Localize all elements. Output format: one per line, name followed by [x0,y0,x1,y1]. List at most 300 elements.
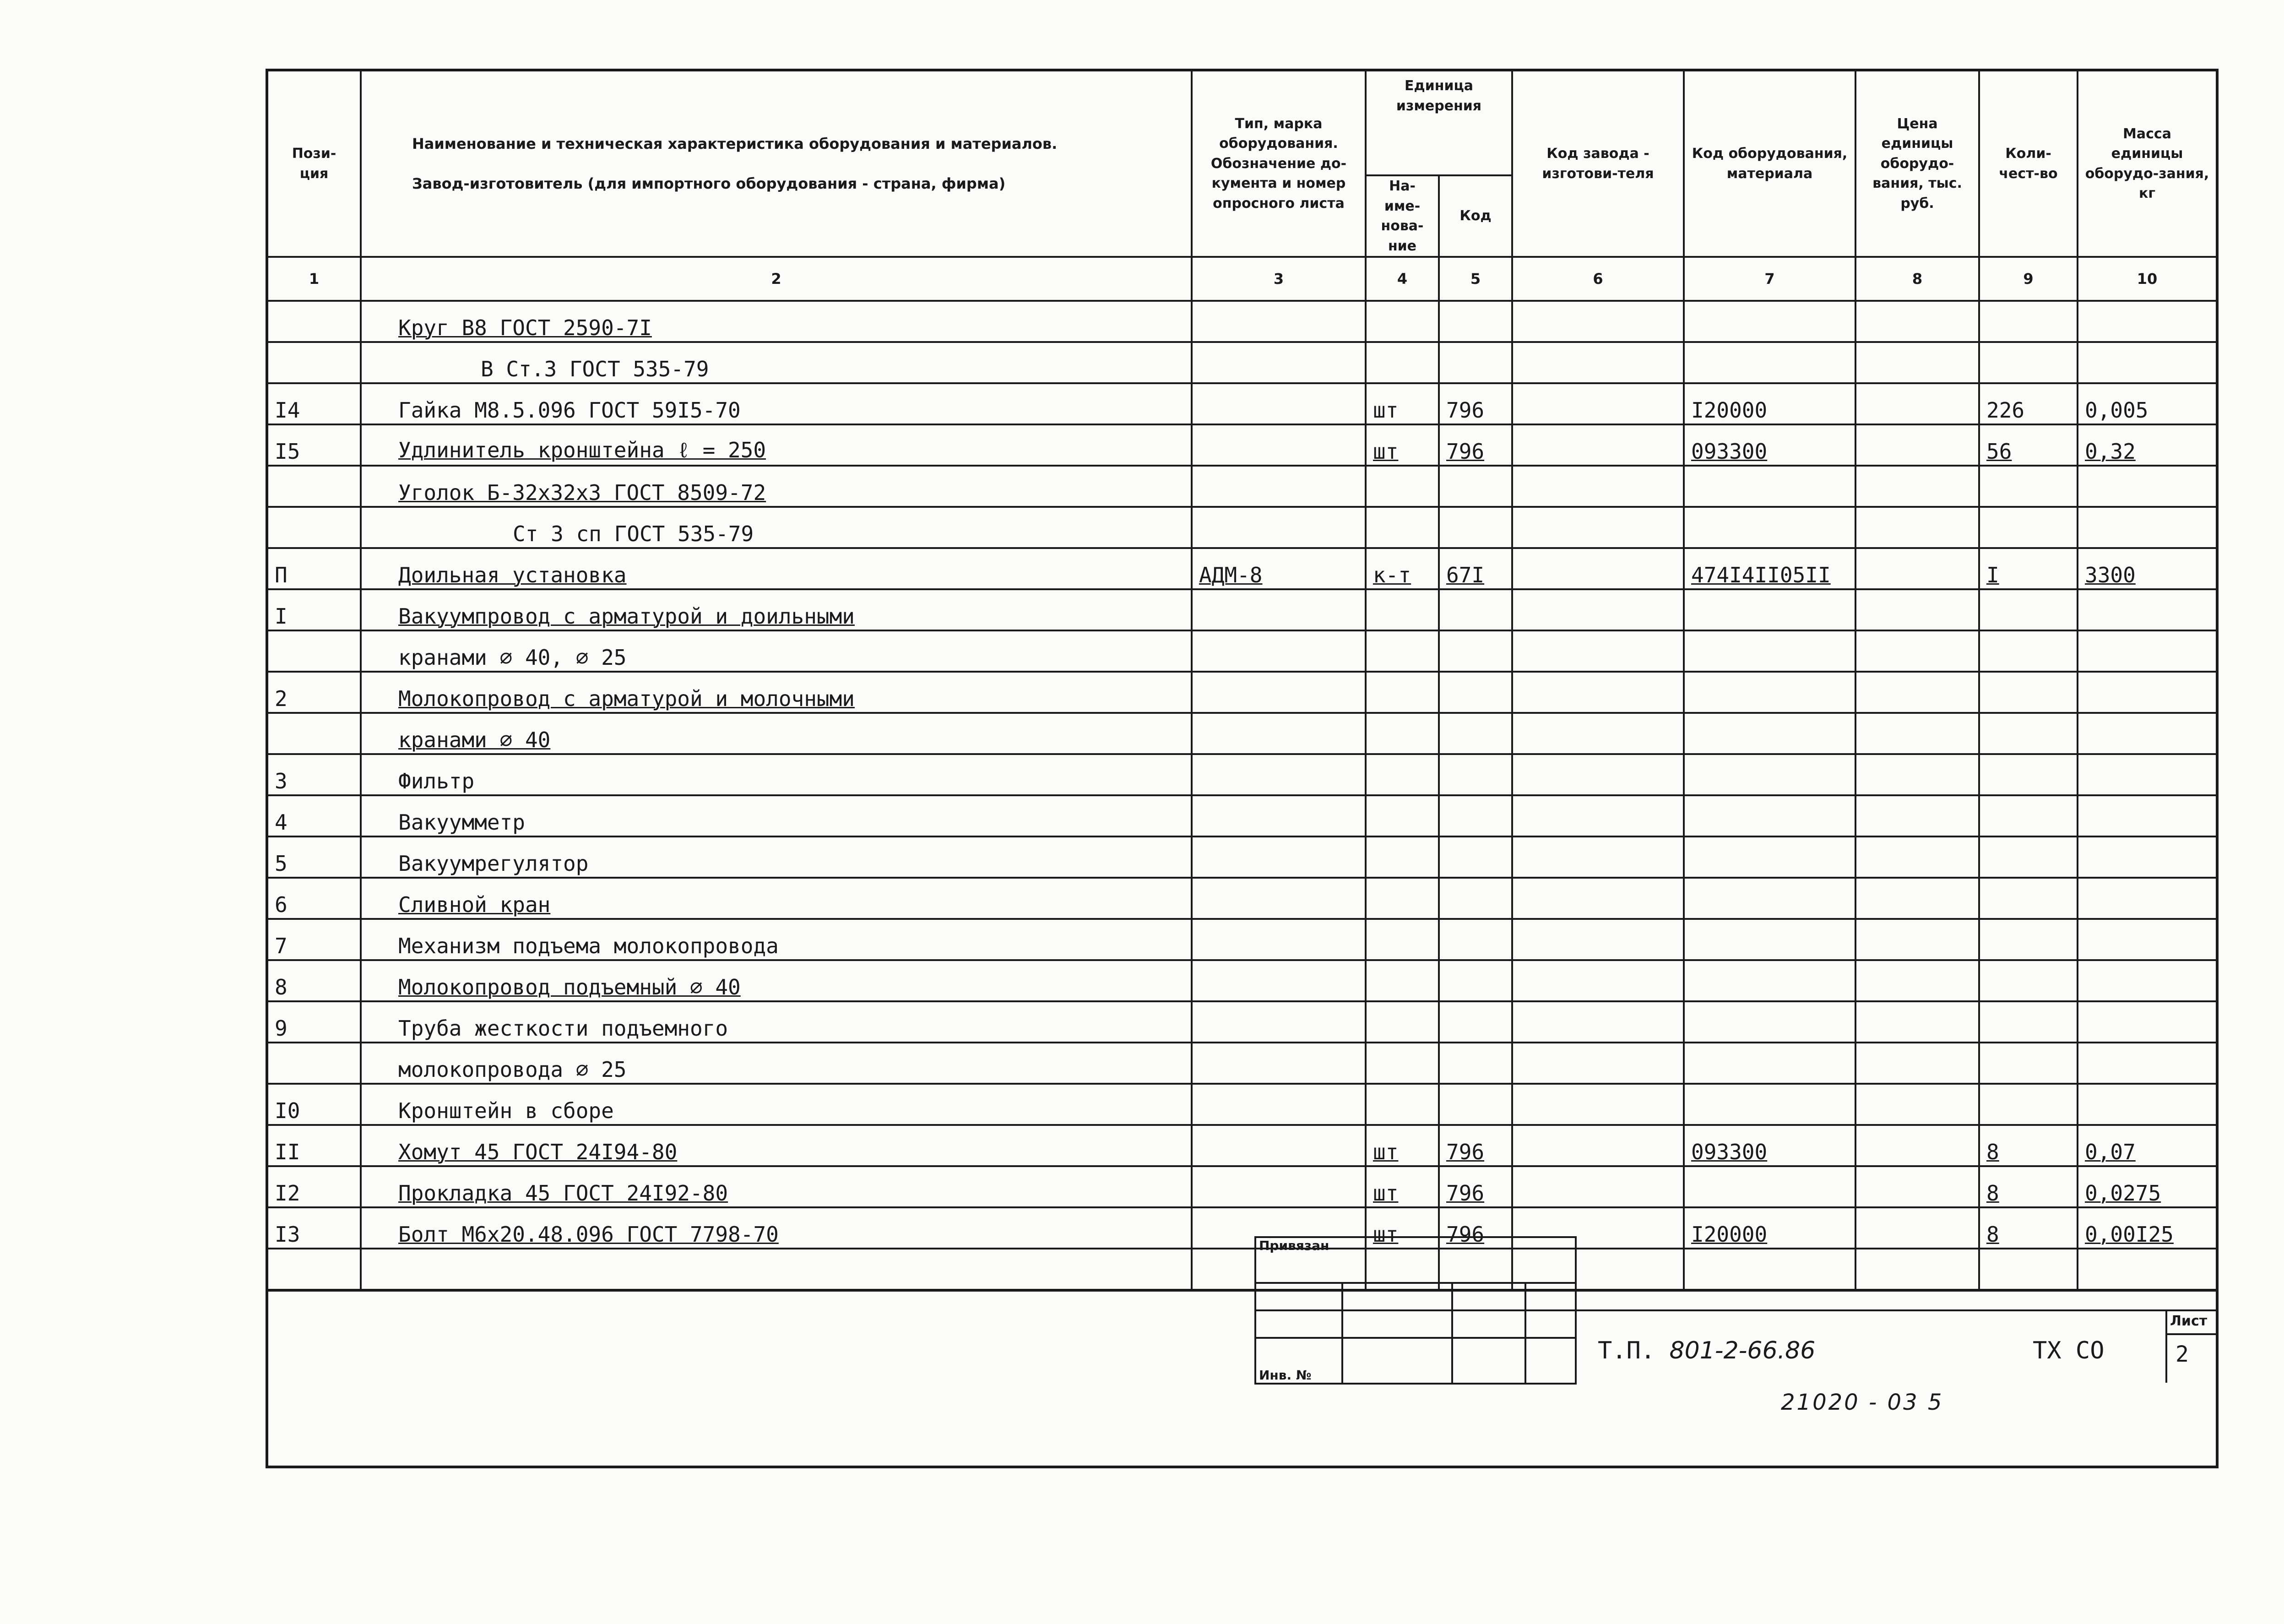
cell-mass [2078,466,2217,507]
cell-plant-code [1512,960,1684,1001]
cell-plant-code [1512,548,1684,589]
cell-plant-code [1512,1125,1684,1166]
header-name-line2: Завод-изготовитель (для импортного оборудования - страна, фирма) [412,174,1006,192]
cell-unit-code [1439,466,1512,507]
header-material-code: Код оборудования, материала [1684,70,1855,257]
cell-unit-name [1366,672,1439,713]
cell-unit-name [1366,342,1439,383]
cell-name: Кронштейн в сборе [361,1084,1192,1125]
cell-price [1855,1249,1979,1290]
cell-type [1192,795,1366,836]
cell-unit-code [1439,754,1512,795]
stamp-cell [1525,1338,1576,1384]
cell-type [1192,301,1366,342]
cell-material-code [1684,960,1855,1001]
cell-quantity [1979,878,2078,919]
header-unit-code: Код [1439,175,1512,257]
cell-plant-code [1512,630,1684,672]
cell-quantity [1979,795,2078,836]
cell-price [1855,630,1979,672]
stamp-cell [1452,1338,1525,1384]
cell-unit-name [1366,1001,1439,1043]
binding-stamp [1254,1236,1577,1385]
cell-quantity [1979,960,2078,1001]
stamp-cell [1342,1338,1452,1384]
cell-material-code [1684,1043,1855,1084]
cell-name: Ст 3 сп ГОСТ 535-79 [361,507,1192,548]
cell-price [1855,960,1979,1001]
cell-unit-name [1366,466,1439,507]
cell-plant-code [1512,507,1684,548]
cell-position: 9 [267,1001,361,1043]
cell-unit-code: 796 [1439,424,1512,466]
cell-quantity [1979,836,2078,878]
cell-price [1855,383,1979,424]
cell-unit-code [1439,301,1512,342]
cell-name [361,1249,1192,1290]
stamp-cell [1452,1283,1525,1310]
cell-unit-code: 796 [1439,1207,1512,1249]
cell-unit-code [1439,836,1512,878]
cell-unit-name: шт [1366,1125,1439,1166]
column-number: 8 [1855,257,1979,301]
cell-price [1855,1125,1979,1166]
stamp-cell [1525,1283,1576,1310]
cell-unit-name: шт [1366,383,1439,424]
cell-position [267,630,361,672]
cell-type [1192,1043,1366,1084]
cell-quantity [1979,919,2078,960]
cell-mass [2078,630,2217,672]
cell-mass [2078,1001,2217,1043]
sheet-number: 2 [2175,1342,2189,1367]
cell-quantity [1979,507,2078,548]
cell-unit-name [1366,630,1439,672]
table-row [267,589,2217,630]
column-number: 2 [361,257,1192,301]
table-row [267,919,2217,960]
cell-unit-name: шт [1366,1207,1439,1249]
cell-mass [2078,672,2217,713]
cell-material-code [1684,795,1855,836]
cell-mass [2078,878,2217,919]
column-number: 3 [1192,257,1366,301]
cell-type [1192,1125,1366,1166]
column-number: 6 [1512,257,1684,301]
cell-price [1855,672,1979,713]
table-row [267,424,2217,466]
cell-name: Труба жесткости подъемного [361,1001,1192,1043]
cell-material-code [1684,1249,1855,1290]
cell-unit-code: 796 [1439,383,1512,424]
cell-quantity [1979,589,2078,630]
header-unit-name: На-име-нова-ние [1366,175,1439,257]
cell-type [1192,672,1366,713]
cell-name: Механизм подъема молокопровода [361,919,1192,960]
cell-position: I3 [267,1207,361,1249]
cell-unit-code [1439,589,1512,630]
cell-position: 4 [267,795,361,836]
cell-material-code [1684,630,1855,672]
inv-label: Инв. № [1255,1338,1342,1384]
cell-plant-code [1512,878,1684,919]
cell-name: Доильная установка [361,548,1192,589]
cell-position: 5 [267,836,361,878]
cell-price [1855,589,1979,630]
stamp-cell [1452,1310,1525,1338]
table-row [267,1249,2217,1290]
cell-price [1855,301,1979,342]
cell-type [1192,713,1366,754]
cell-mass [2078,301,2217,342]
cell-plant-code [1512,713,1684,754]
cell-material-code [1684,713,1855,754]
cell-quantity [1979,1043,2078,1084]
cell-position [267,1043,361,1084]
table-row [267,836,2217,878]
cell-unit-name [1366,836,1439,878]
cell-material-code [1684,342,1855,383]
cell-type [1192,919,1366,960]
cell-mass [2078,342,2217,383]
table-row [267,878,2217,919]
cell-mass [2078,960,2217,1001]
cell-position: I5 [267,424,361,466]
cell-unit-code [1439,713,1512,754]
document-number [1598,1337,1815,1364]
cell-unit-name [1366,1084,1439,1125]
column-number: 10 [2078,257,2217,301]
sheet-separator [2165,1333,2216,1335]
table-row [267,795,2217,836]
table-row [267,1001,2217,1043]
handwritten-number: 21020 - 03 5 [1781,1390,1944,1415]
cell-unit-name [1366,754,1439,795]
cell-position: I0 [267,1084,361,1125]
cell-quantity: 8 [1979,1207,2078,1249]
cell-name: Болт М6х20.48.096 ГОСТ 7798-70 [361,1207,1192,1249]
bound-label: Привязан [1255,1237,1576,1283]
cell-unit-name [1366,1043,1439,1084]
cell-quantity: 8 [1979,1125,2078,1166]
cell-quantity: 8 [1979,1166,2078,1207]
cell-position: 6 [267,878,361,919]
cell-position [267,713,361,754]
cell-mass [2078,754,2217,795]
cell-price [1855,919,1979,960]
cell-material-code: 093300 [1684,1125,1855,1166]
cell-mass: 0,005 [2078,383,2217,424]
cell-plant-code [1512,383,1684,424]
cell-name: Хомут 45 ГОСТ 24I94-80 [361,1125,1192,1166]
cell-name: Сливной кран [361,878,1192,919]
cell-name: В Ст.3 ГОСТ 535-79 [361,342,1192,383]
cell-mass: 0,32 [2078,424,2217,466]
cell-mass [2078,795,2217,836]
header-position: Пози- ция [267,70,361,257]
table-row [267,1084,2217,1125]
cell-price [1855,424,1979,466]
cell-type [1192,383,1366,424]
cell-quantity [1979,630,2078,672]
cell-mass [2078,507,2217,548]
table-row [267,1207,2217,1249]
cell-material-code [1684,466,1855,507]
cell-type [1192,342,1366,383]
cell-name: Удлинитель кронштейна ℓ = 250 [361,424,1192,466]
cell-name: Прокладка 45 ГОСТ 24I92-80 [361,1166,1192,1207]
table-row [267,1043,2217,1084]
cell-type: АДМ-8 [1192,548,1366,589]
cell-plant-code [1512,836,1684,878]
cell-position: 2 [267,672,361,713]
column-number-row [267,257,2217,301]
cell-plant-code [1512,301,1684,342]
cell-mass: 0,00I25 [2078,1207,2217,1249]
cell-price [1855,1001,1979,1043]
cell-price [1855,713,1979,754]
table-row [267,342,2217,383]
header-name-line1: Наименование и техническая характеристика оборудования и материалов. [412,135,1058,153]
cell-unit-code [1439,507,1512,548]
cell-material-code [1684,1001,1855,1043]
cell-position [267,1249,361,1290]
cell-material-code [1684,672,1855,713]
cell-quantity: 56 [1979,424,2078,466]
header-quantity: Коли-чест-во [1979,70,2078,257]
cell-name: Фильтр [361,754,1192,795]
column-number: 1 [267,257,361,301]
cell-unit-code [1439,1001,1512,1043]
stamp-cell [1342,1310,1452,1338]
column-number: 4 [1366,257,1439,301]
cell-mass [2078,1249,2217,1290]
table-row [267,383,2217,424]
cell-unit-code [1439,672,1512,713]
table-row [267,630,2217,672]
cell-position: I4 [267,383,361,424]
cell-unit-name: шт [1366,1166,1439,1207]
cell-mass: 3300 [2078,548,2217,589]
cell-unit-name [1366,713,1439,754]
cell-price [1855,1166,1979,1207]
table-row [267,1125,2217,1166]
cell-unit-code: 796 [1439,1125,1512,1166]
cell-unit-code [1439,342,1512,383]
cell-name: Круг В8 ГОСТ 2590-7I [361,301,1192,342]
cell-price [1855,795,1979,836]
cell-type [1192,589,1366,630]
cell-plant-code [1512,1001,1684,1043]
cell-quantity [1979,466,2078,507]
cell-type [1192,507,1366,548]
cell-mass [2078,1084,2217,1125]
cell-material-code [1684,754,1855,795]
cell-unit-name [1366,795,1439,836]
header-plant-code: Код завода - изготови-теля [1512,70,1684,257]
column-number: 5 [1439,257,1512,301]
cell-type [1192,878,1366,919]
cell-quantity [1979,1001,2078,1043]
stamp-cell [1342,1283,1452,1310]
table-row [267,672,2217,713]
cell-name: Молокопровод с арматурой и молочными [361,672,1192,713]
cell-name: Молокопровод подъемный ∅ 40 [361,960,1192,1001]
cell-name: Вакуумпровод с арматурой и доильными [361,589,1192,630]
cell-quantity [1979,342,2078,383]
cell-type [1192,836,1366,878]
table-row [267,301,2217,342]
cell-price [1855,878,1979,919]
stamp-cell [1525,1310,1576,1338]
cell-mass: 0,07 [2078,1125,2217,1166]
cell-price [1855,466,1979,507]
cell-unit-code [1439,795,1512,836]
cell-quantity: I [1979,548,2078,589]
cell-mass [2078,836,2217,878]
cell-price [1855,754,1979,795]
cell-material-code [1684,589,1855,630]
cell-position: 8 [267,960,361,1001]
cell-material-code [1684,507,1855,548]
cell-plant-code [1512,672,1684,713]
specification-table [266,69,2219,1468]
cell-mass [2078,589,2217,630]
cell-material-code [1684,919,1855,960]
cell-unit-name [1366,589,1439,630]
cell-name: Вакуумрегулятор [361,836,1192,878]
cell-name: Уголок Б-32х32х3 ГОСТ 8509-72 [361,466,1192,507]
cell-plant-code [1512,342,1684,383]
cell-position: II [267,1125,361,1166]
cell-material-code: I20000 [1684,383,1855,424]
cell-plant-code [1512,1166,1684,1207]
header-mass: Масса единицы оборудо-зания, кг [2078,70,2217,257]
cell-price [1855,1084,1979,1125]
cell-unit-code [1439,960,1512,1001]
cell-unit-code [1439,919,1512,960]
sheet-label: Лист [2170,1313,2208,1329]
cell-name: кранами ∅ 40 [361,713,1192,754]
cell-unit-name [1366,301,1439,342]
table-row [267,548,2217,589]
cell-mass [2078,713,2217,754]
cell-type [1192,630,1366,672]
cell-position [267,507,361,548]
cell-plant-code [1512,589,1684,630]
table-row [267,754,2217,795]
cell-material-code [1684,1084,1855,1125]
cell-type [1192,754,1366,795]
cell-quantity [1979,713,2078,754]
cell-plant-code [1512,466,1684,507]
header-unit: Единица измерения [1366,70,1512,175]
cell-name: Вакуумметр [361,795,1192,836]
cell-quantity [1979,1084,2078,1125]
cell-position [267,466,361,507]
cell-plant-code [1512,919,1684,960]
cell-plant-code [1512,1084,1684,1125]
cell-unit-name [1366,878,1439,919]
cell-type [1192,1084,1366,1125]
cell-mass [2078,919,2217,960]
cell-quantity [1979,754,2078,795]
column-number: 9 [1979,257,2078,301]
cell-quantity: 226 [1979,383,2078,424]
cell-type [1192,466,1366,507]
table-row [267,713,2217,754]
cell-position: 3 [267,754,361,795]
cell-plant-code [1512,1043,1684,1084]
cell-position [267,301,361,342]
cell-unit-name: к-т [1366,548,1439,589]
header-price: Цена единицы оборудо-вания, тыс. руб. [1855,70,1979,257]
cell-unit-name [1366,919,1439,960]
cell-material-code: 474I4II05II [1684,548,1855,589]
cell-unit-code [1439,630,1512,672]
cell-type [1192,1166,1366,1207]
cell-material-code [1684,301,1855,342]
cell-material-code: I20000 [1684,1207,1855,1249]
stamp-cell [1255,1310,1342,1338]
cell-quantity [1979,1249,2078,1290]
cell-quantity [1979,672,2078,713]
cell-unit-name [1366,507,1439,548]
cell-position: I [267,589,361,630]
cell-type [1192,424,1366,466]
cell-material-code [1684,878,1855,919]
cell-position: П [267,548,361,589]
cell-material-code [1684,836,1855,878]
cell-mass [2078,1043,2217,1084]
cell-name: молокопровода ∅ 25 [361,1043,1192,1084]
table-row [267,466,2217,507]
column-number: 7 [1684,257,1855,301]
cell-plant-code [1512,795,1684,836]
cell-position [267,342,361,383]
cell-unit-code [1439,1084,1512,1125]
header-name [361,70,1192,257]
cell-plant-code [1512,424,1684,466]
cell-mass: 0,0275 [2078,1166,2217,1207]
cell-unit-code [1439,878,1512,919]
cell-type [1192,960,1366,1001]
cell-price [1855,342,1979,383]
table-row [267,1166,2217,1207]
cell-price [1855,1207,1979,1249]
header-type: Тип, марка оборудования. Обозначение до-кумента и номер опросного листа [1192,70,1366,257]
cell-price [1855,507,1979,548]
cell-position: 7 [267,919,361,960]
cell-price [1855,548,1979,589]
cell-plant-code [1512,754,1684,795]
document-number-value: 801-2-66.86 [1669,1337,1816,1364]
stamp-cell [1255,1283,1342,1310]
cell-position: I2 [267,1166,361,1207]
cell-price [1855,1043,1979,1084]
cell-price [1855,836,1979,878]
cell-name: кранами ∅ 40, ∅ 25 [361,630,1192,672]
table-row [267,507,2217,548]
cell-material-code: 093300 [1684,424,1855,466]
cell-unit-code [1439,1043,1512,1084]
document-prefix: Т.П. [1598,1337,1655,1364]
cell-name: Гайка М8.5.096 ГОСТ 59I5-70 [361,383,1192,424]
cell-type [1192,1001,1366,1043]
cell-unit-code: 796 [1439,1166,1512,1207]
cell-unit-name [1366,960,1439,1001]
cell-quantity [1979,301,2078,342]
